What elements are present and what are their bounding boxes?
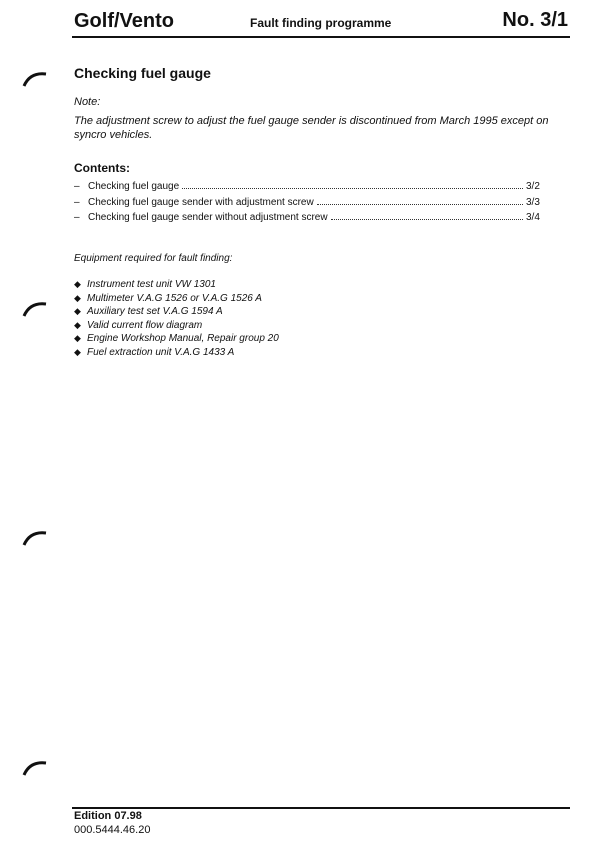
equipment-item-label: Instrument test unit VW 1301	[87, 279, 216, 290]
toc-entry-label: Checking fuel gauge sender with adjustment screw	[88, 196, 314, 208]
diamond-bullet-icon: ◆	[74, 346, 81, 357]
toc-entry-page: 3/2	[526, 181, 540, 192]
toc-entry-page: 3/4	[526, 212, 540, 223]
header-model: Golf/Vento	[74, 10, 174, 32]
footer-edition: Edition 07.98	[74, 810, 142, 822]
note-label: Note:	[74, 96, 101, 108]
equipment-list	[74, 278, 279, 359]
list-item	[74, 332, 279, 346]
equipment-item-label: Valid current flow diagram	[87, 319, 203, 331]
equipment-heading: Equipment required for fault finding:	[74, 253, 233, 264]
binder-hole-mark	[22, 68, 48, 90]
toc-leader-dots	[317, 195, 523, 205]
header-section: Fault finding programme	[250, 16, 392, 30]
toc-leader-dots	[331, 210, 523, 220]
toc-entry[interactable]	[74, 179, 548, 195]
toc-dash: –	[74, 212, 80, 223]
diamond-bullet-icon: ◆	[74, 279, 81, 289]
diamond-bullet-icon: ◆	[74, 333, 81, 343]
list-item	[74, 346, 279, 360]
binder-hole-mark	[22, 298, 48, 320]
list-item	[74, 305, 279, 319]
diamond-bullet-icon: ◆	[74, 319, 81, 330]
equipment-item-label: Engine Workshop Manual, Repair group 20	[87, 333, 279, 344]
contents-heading: Contents:	[74, 161, 130, 175]
binder-hole-mark	[22, 757, 48, 779]
toc-entry-label: Checking fuel gauge sender without adjustment screw	[88, 212, 328, 223]
diamond-bullet-icon: ◆	[74, 292, 81, 303]
toc-leader-dots	[182, 179, 523, 189]
note-text: The adjustment screw to adjust the fuel gauge sender is discontinued from March 1995 except on syncro vehicles.	[74, 115, 549, 141]
list-item	[74, 278, 279, 292]
binder-hole-mark	[22, 527, 48, 549]
footer-code: 000.5444.46.20	[74, 824, 151, 836]
table-of-contents	[74, 179, 548, 226]
equipment-item-label: Multimeter V.A.G 1526 or V.A.G 1526 A	[87, 292, 262, 304]
toc-entry-page: 3/3	[526, 196, 540, 208]
page-title: Checking fuel gauge	[74, 65, 211, 81]
list-item	[74, 319, 279, 333]
toc-dash: –	[74, 181, 80, 192]
header-number: No. 3/1	[502, 9, 568, 31]
toc-entry[interactable]	[74, 210, 548, 226]
toc-entry-label: Checking fuel gauge	[88, 181, 180, 192]
equipment-item-label: Fuel extraction unit V.A.G 1433 A	[87, 346, 235, 358]
footer-rule	[72, 807, 570, 809]
diamond-bullet-icon: ◆	[74, 306, 81, 316]
toc-dash: –	[74, 196, 80, 208]
list-item	[74, 292, 279, 306]
toc-entry[interactable]	[74, 195, 548, 211]
header-rule	[72, 36, 570, 38]
equipment-item-label: Auxiliary test set V.A.G 1594 A	[87, 306, 223, 317]
